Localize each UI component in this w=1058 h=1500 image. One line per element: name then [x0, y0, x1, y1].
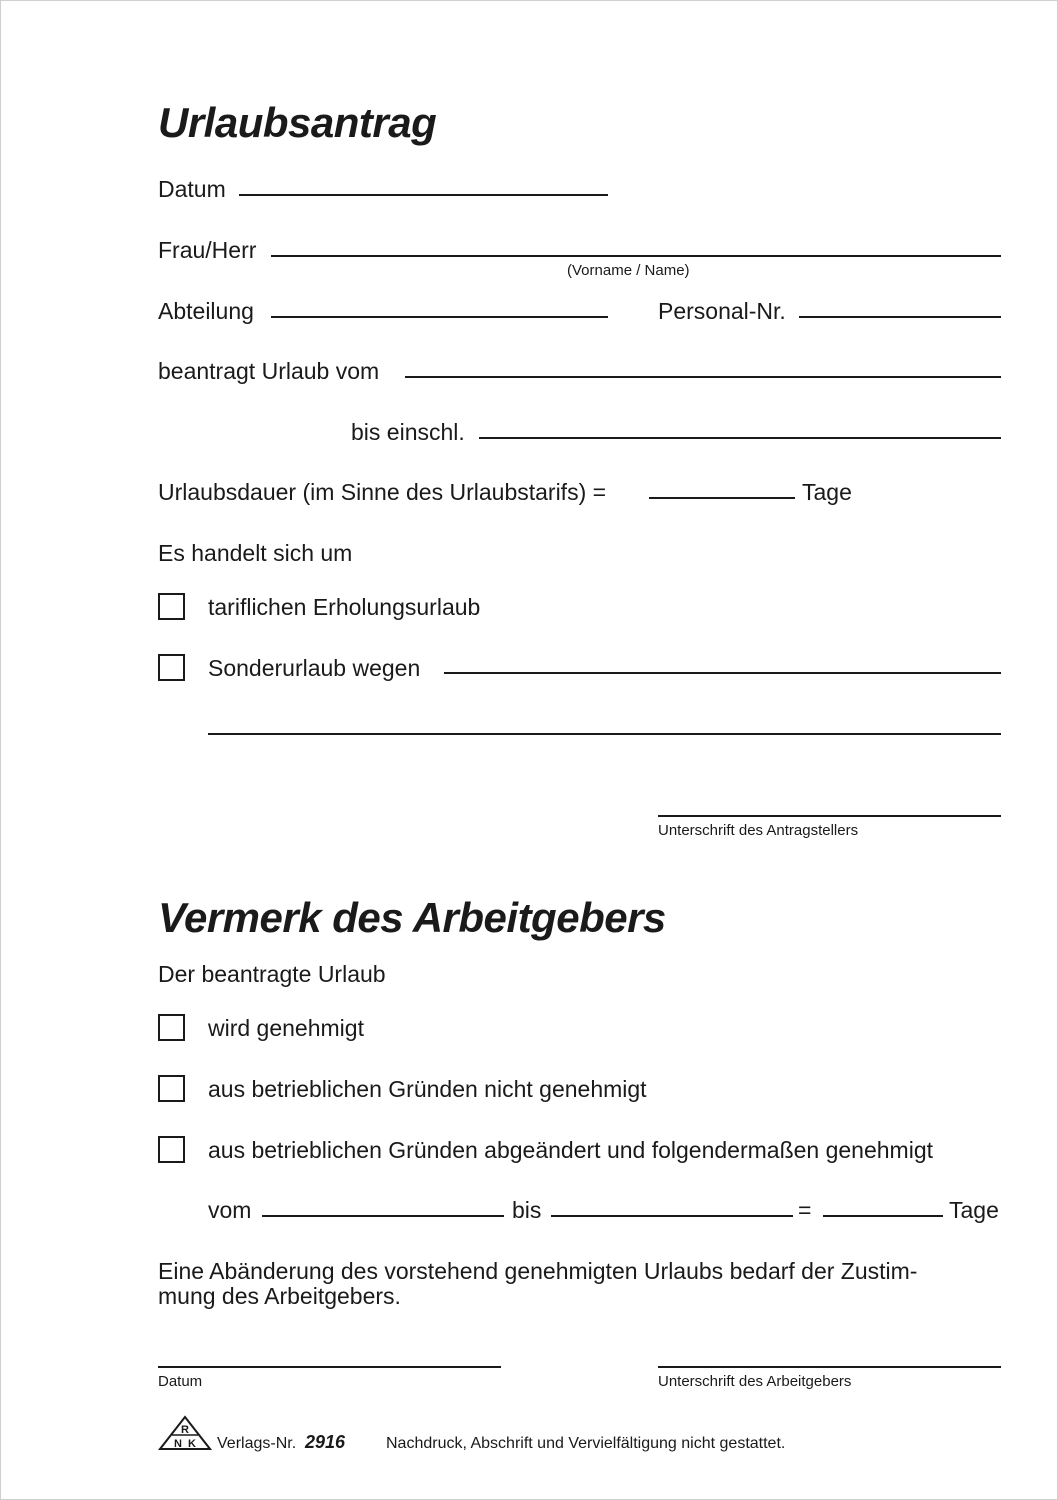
tage-label: Tage	[802, 479, 852, 505]
antragsteller-signature-line[interactable]	[658, 815, 1001, 817]
modified-checkbox[interactable]	[158, 1136, 185, 1163]
sonderurlaub-reason-line[interactable]	[444, 672, 1001, 674]
approved-label: wird genehmigt	[208, 1015, 364, 1041]
employer-section-title: Vermerk des Arbeitgebers	[158, 894, 666, 941]
name-hint: (Vorname / Name)	[567, 262, 690, 279]
logo-letter-r: R	[181, 1424, 189, 1436]
sonderurlaub-checkbox[interactable]	[158, 654, 185, 681]
antragsteller-signature-caption: Unterschrift des Antragstellers	[658, 822, 859, 839]
modified-label: aus betrieblichen Gründen abgeändert und folgendermaßen genehmigt	[208, 1137, 934, 1163]
name-field-line[interactable]	[271, 255, 1001, 257]
personal-nr-label: Personal-Nr.	[658, 298, 786, 324]
logo-letter-n: N	[174, 1438, 182, 1450]
employer-datum-caption: Datum	[158, 1373, 203, 1390]
bis-einschl-field-line[interactable]	[479, 437, 1001, 439]
modified-bis-label: bis	[512, 1197, 542, 1223]
modified-vom-field-line[interactable]	[262, 1215, 504, 1217]
approved-checkbox[interactable]	[158, 1014, 185, 1041]
employer-datum-line[interactable]	[158, 1366, 501, 1368]
datum-label: Datum	[158, 176, 226, 202]
verlag-number: 2916	[305, 1432, 346, 1452]
publisher-logo	[158, 1415, 212, 1451]
logo-letter-k: K	[188, 1438, 196, 1450]
verlag-label: Verlags-Nr.	[217, 1435, 297, 1452]
personal-nr-field-line[interactable]	[799, 316, 1001, 318]
modified-equals: =	[798, 1197, 812, 1223]
abteilung-field-line[interactable]	[271, 316, 608, 318]
denied-checkbox[interactable]	[158, 1075, 185, 1102]
urlaubsdauer-field-line[interactable]	[649, 497, 795, 499]
modified-tage-field-line[interactable]	[823, 1215, 943, 1217]
modified-vom-label: vom	[208, 1197, 252, 1223]
rnk-logo-icon	[158, 1415, 212, 1451]
datum-field-line[interactable]	[239, 194, 608, 196]
denied-label: aus betrieblichen Gründen nicht genehmigt	[208, 1076, 647, 1102]
notice-line-1: Eine Abänderung des vorstehend genehmigten Urlaubs bedarf der Zustim-	[158, 1258, 918, 1284]
urlaubsdauer-label: Urlaubsdauer (im Sinne des Urlaubstarifs) =	[158, 479, 607, 505]
tariflich-checkbox[interactable]	[158, 593, 185, 620]
urlaub-vom-field-line[interactable]	[405, 376, 1001, 378]
notice-line-2: mung des Arbeitgebers.	[158, 1283, 401, 1309]
modified-tage-label: Tage	[949, 1197, 999, 1223]
sonderurlaub-label: Sonderurlaub wegen	[208, 655, 421, 681]
bis-einschl-label: bis einschl.	[351, 419, 465, 445]
name-label: Frau/Herr	[158, 237, 257, 263]
copyright-notice: Nachdruck, Abschrift und Vervielfältigung nicht gestattet.	[386, 1435, 786, 1452]
urlaubsart-label: Es handelt sich um	[158, 540, 353, 566]
modified-bis-field-line[interactable]	[551, 1215, 793, 1217]
urlaub-vom-label: beantragt Urlaub vom	[158, 358, 380, 384]
abteilung-label: Abteilung	[158, 298, 254, 324]
tariflich-label: tariflichen Erholungsurlaub	[208, 594, 481, 620]
sonderurlaub-reason-line-2[interactable]	[208, 733, 1001, 735]
form-title: Urlaubsantrag	[158, 99, 437, 146]
employer-intro: Der beantragte Urlaub	[158, 961, 386, 987]
employer-signature-line[interactable]	[658, 1366, 1001, 1368]
employer-signature-caption: Unterschrift des Arbeitgebers	[658, 1373, 852, 1390]
